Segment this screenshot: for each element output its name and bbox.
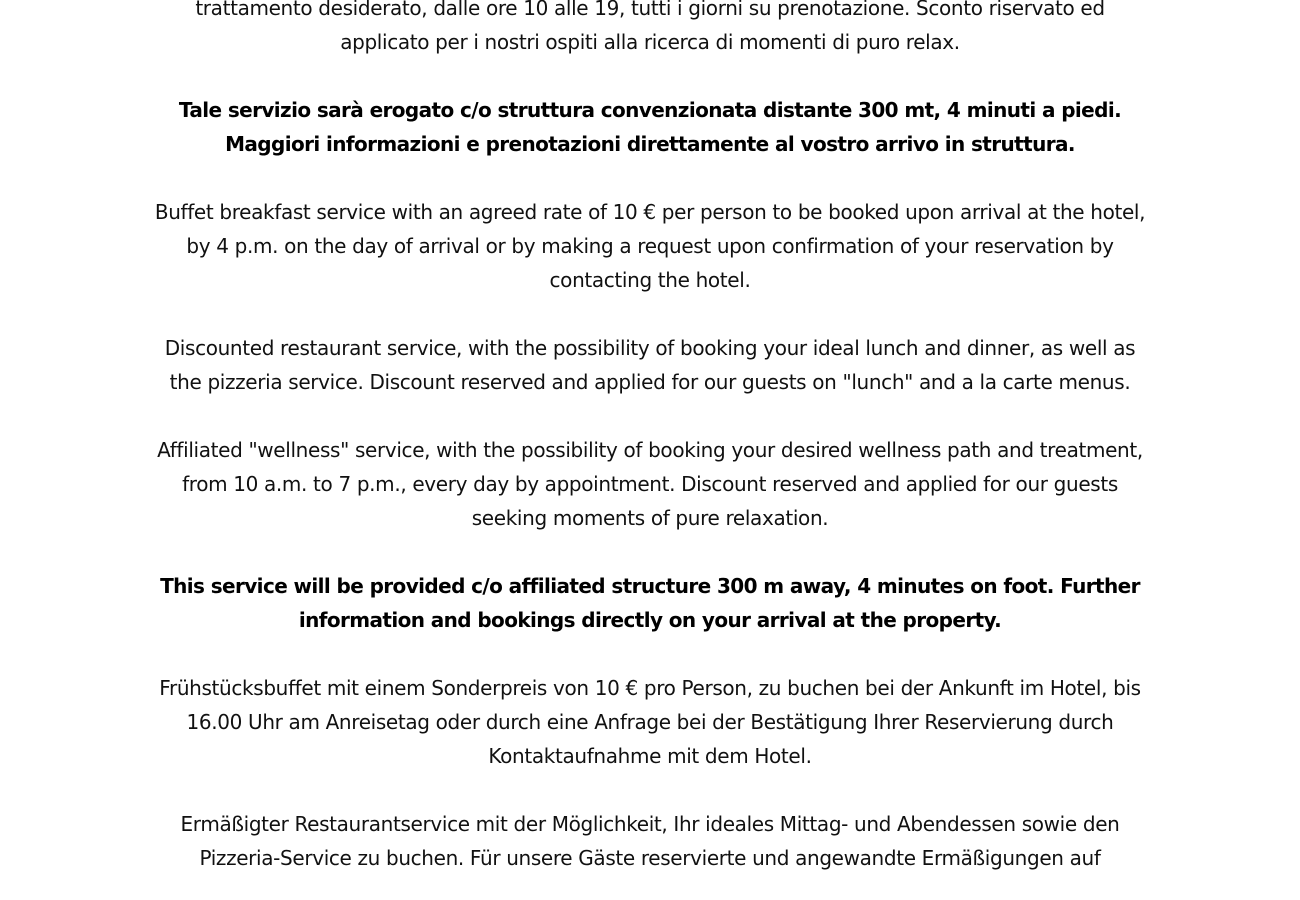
en-restaurant-paragraph: Discounted restaurant service, with the possibility of booking your ideal lunch and dinner, as well as the pizzeria service. Discount reserved and applied for our guests on "lunch" and a la carte menus. <box>164 336 1136 394</box>
it-wellness-paragraph: trattamento desiderato, dalle ore 10 alle 19, tutti i giorni su prenotazione. Sconto riservato ed applicato per i nostri ospiti alla ricerca di momenti di puro relax. <box>195 0 1105 54</box>
it-location-notice: Tale servizio sarà erogato c/o struttura convenzionata distante 300 mt, 4 minuti a piedi. Maggiori informazioni e prenotazioni direttamente al vostro arrivo in struttura. <box>178 98 1122 156</box>
en-location-notice: This service will be provided c/o affiliated structure 300 m away, 4 minutes on foot. Further information and bookings directly on your arrival at the property. <box>160 574 1140 632</box>
services-description <box>150 0 1150 900</box>
en-wellness-paragraph: Affiliated "wellness" service, with the possibility of booking your desired wellness path and treatment, from 10 a.m. to 7 p.m., every day by appointment. Discount reserved and applied for our guests seeking moments of pure relaxation. <box>157 438 1143 530</box>
en-breakfast-paragraph: Buffet breakfast service with an agreed rate of 10 € per person to be booked upon arrival at the hotel, by 4 p.m. on the day of arrival or by making a request upon confirmation of your reservation by contacting the hotel. <box>154 200 1146 292</box>
de-restaurant-paragraph: Ermäßigter Restaurantservice mit der Möglichkeit, Ihr ideales Mittag- und Abendessen sowie den Pizzeria-Service zu buchen. Für unsere Gäste reservierte und angewandte Ermäßigungen auf <box>180 812 1120 870</box>
de-breakfast-paragraph: Frühstücksbuffet mit einem Sonderpreis von 10 € pro Person, zu buchen bei der Ankunft im Hotel, bis 16.00 Uhr am Anreisetag oder durch eine Anfrage bei der Bestätigung Ihrer Reservierung durch Kontaktaufnahme mit dem Hotel. <box>159 676 1141 768</box>
